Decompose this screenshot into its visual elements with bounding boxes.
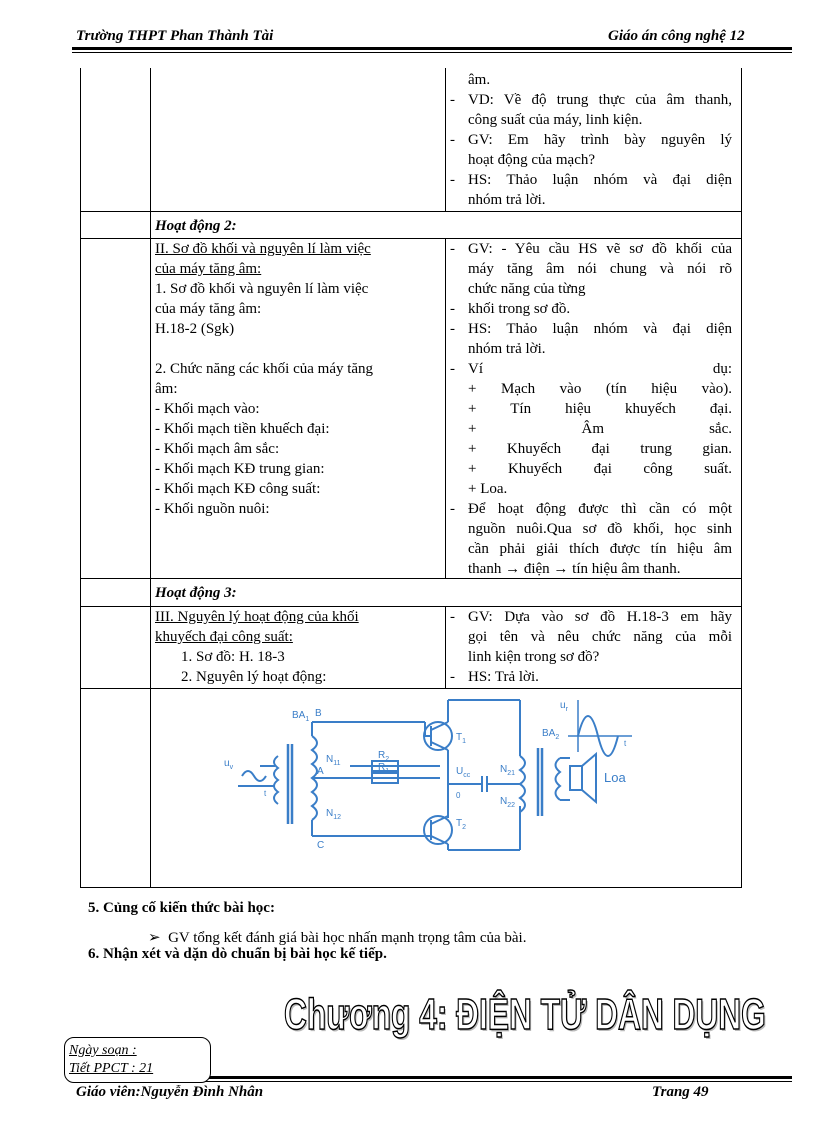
label-ucc: $U_{cc}$ xyxy=(456,766,471,779)
note-line: thanh → điện → tín hiệu âm thanh. xyxy=(468,561,681,577)
label-n11: $N_{11}$ xyxy=(326,754,341,767)
activity3-content xyxy=(155,607,440,687)
content-line: II. Sơ đồ khối và nguyên lí làm việc xyxy=(155,241,371,257)
note-line: VD: Về độ trung thực của âm thanh, xyxy=(468,92,732,108)
note-line: HS: Thảo luận nhóm và đại diện xyxy=(468,321,732,337)
ba1-primary-coil xyxy=(274,756,278,804)
note-line: HS: Thảo luận nhóm và đại diện xyxy=(468,172,732,188)
dash-bullet: - xyxy=(450,172,455,188)
content-line: khuyếch đại công suất: xyxy=(155,629,293,645)
content-line: 1. Sơ đồ: H. 18-3 xyxy=(181,649,285,665)
col-divider-2c xyxy=(445,606,446,688)
note-line: + Khuyếch đại trung gian. xyxy=(468,441,732,457)
ba2-secondary-coil xyxy=(556,758,561,800)
dash-bullet: - xyxy=(450,301,455,317)
speaker-icon xyxy=(570,766,582,790)
dash-bullet: - xyxy=(450,361,455,377)
label-n22: $N_{22}$ xyxy=(500,796,516,809)
label-n12: $N_{12}$ xyxy=(326,808,342,821)
header-subject: Giáo án công nghệ 12 xyxy=(608,28,745,44)
note-line: nguồn nuôi.Qua sơ đồ khối, học sinh xyxy=(468,521,732,537)
footer-teacher: Giáo viên:Nguyễn Đình Nhân xyxy=(76,1084,264,1100)
label-zero: 0 xyxy=(456,791,461,800)
content-line: 1. Sơ đồ khối và nguyên lí làm việc xyxy=(155,281,369,297)
content-line: - Khối mạch âm sắc: xyxy=(155,441,280,457)
row-line-5 xyxy=(81,688,741,689)
content-line xyxy=(155,339,440,359)
note-item xyxy=(448,319,732,359)
note-item xyxy=(448,499,732,579)
note-line: + Loa. xyxy=(468,481,508,497)
content-line: âm: xyxy=(155,381,178,397)
label-t-out: t xyxy=(624,739,627,748)
ba2-primary-coil xyxy=(520,756,525,812)
label-c: C xyxy=(317,840,325,851)
label-r1: $R_1$ xyxy=(378,762,390,775)
note-line: chức năng của từng xyxy=(468,281,586,297)
activity2-content xyxy=(155,239,440,519)
dash-bullet: - xyxy=(450,501,455,517)
note-line: + Âm sắc. xyxy=(468,421,732,437)
row-line-1 xyxy=(81,211,741,212)
label-ba2: $BA_2$ xyxy=(542,728,560,741)
date-box xyxy=(64,1037,211,1083)
dash-bullet: - xyxy=(450,92,455,108)
activity3-teaching-notes xyxy=(448,607,732,687)
note-line: GV: Em hãy trình bày nguyên lý xyxy=(468,132,732,148)
note-item xyxy=(448,667,732,687)
note-line: gọi tên và nêu chức năng của mỗi xyxy=(468,629,732,645)
note-line: hoạt động của mạch? xyxy=(468,152,596,168)
note-line: Ví dụ: xyxy=(468,361,732,377)
label-uv: $u_v$ xyxy=(224,758,234,771)
col-divider-2b xyxy=(445,238,446,578)
note-line: HS: Trả lời. xyxy=(468,669,539,685)
content-line: của máy tăng âm: xyxy=(155,301,262,317)
label-t2: $T_2$ xyxy=(456,818,467,831)
label-r2: $R_2$ xyxy=(378,750,390,763)
note-line: + Khuyếch đại công suất. xyxy=(468,461,732,477)
header-school: Trường THPT Phan Thành Tài xyxy=(76,28,274,44)
note-item xyxy=(448,359,732,499)
footer-page: Trang 49 xyxy=(652,1084,709,1100)
header-rule-thin xyxy=(72,52,792,53)
note-item xyxy=(448,70,732,90)
input-wave xyxy=(242,771,266,781)
content-line: của máy tăng âm: xyxy=(155,261,262,277)
note-item xyxy=(448,130,732,170)
label-ba1: $BA_1$ xyxy=(292,710,310,723)
chapter-title: Chương 4: ĐIỆN TỬ DÂN DỤNG xyxy=(284,990,766,1039)
note-line: linh kiện trong sơ đồ? xyxy=(468,649,600,665)
note-line: + Tín hiệu khuyếch đại. xyxy=(468,401,732,417)
note-item xyxy=(448,170,732,210)
note-item xyxy=(448,239,732,299)
note-line: nhóm trả lời. xyxy=(468,192,546,208)
content-line: 2. Chức năng các khối của máy tăng xyxy=(155,361,374,377)
note-line: công suất của máy, linh kiện. xyxy=(468,112,643,128)
note-line: GV: Dựa vào sơ đồ H.18-3 em hãy xyxy=(468,609,732,625)
section5-bullet-text: GV tổng kết đánh giá bài học nhấn mạnh trọng tâm của bài. xyxy=(168,930,527,946)
note-item xyxy=(448,90,732,130)
label-loa: Loa xyxy=(604,770,626,785)
label-n21: $N_{21}$ xyxy=(500,764,516,777)
dash-bullet: - xyxy=(450,669,455,685)
section6-title: 6. Nhận xét và dặn dò chuẩn bị bài học kế tiếp. xyxy=(88,946,387,962)
note-item xyxy=(448,607,732,667)
content-line: - Khối mạch KĐ trung gian: xyxy=(155,461,325,477)
label-t1: $T_1$ xyxy=(456,732,467,745)
note-line: GV: - Yêu cầu HS vẽ sơ đồ khối của xyxy=(468,241,732,257)
note-line: Để hoạt động được thì cần có một xyxy=(468,501,732,517)
note-item xyxy=(448,299,732,319)
arrow-bullet-icon: ➢ xyxy=(148,930,161,946)
note-line: khối trong sơ đồ. xyxy=(468,301,571,317)
section5-bullet xyxy=(148,928,526,947)
content-line: - Khối mạch KĐ công suất: xyxy=(155,481,321,497)
activity2-title: Hoạt động 2: xyxy=(155,218,237,234)
note-line: âm. xyxy=(468,72,491,88)
content-line: 2. Nguyên lý hoạt động: xyxy=(181,669,327,685)
period-label: Tiết PPCT : 21 xyxy=(69,1061,154,1076)
dash-bullet: - xyxy=(450,609,455,625)
label-ur: $u_r$ xyxy=(560,700,568,713)
note-line: + Mạch vào (tín hiệu vào). xyxy=(468,381,732,397)
label-b: B xyxy=(315,708,322,719)
row1-teaching-notes xyxy=(448,70,732,210)
content-line: H.18-2 (Sgk) xyxy=(155,321,235,337)
col-divider-1 xyxy=(150,68,151,887)
note-line: nhóm trả lời. xyxy=(468,341,546,357)
content-line: - Khối nguồn nuôi: xyxy=(155,501,270,517)
dash-bullet: - xyxy=(450,241,455,257)
content-line: - Khối mạch tiền khuếch đại: xyxy=(155,421,330,437)
col-divider-2a xyxy=(445,68,446,211)
activity3-title: Hoạt động 3: xyxy=(155,585,237,601)
note-line: máy tăng âm nói chung và nói rõ xyxy=(468,261,732,277)
section5-title: 5. Củng cố kiến thức bài học: xyxy=(88,900,275,916)
label-a: A xyxy=(317,766,324,777)
note-line: cần phải giải thích được tín hiệu âm xyxy=(468,541,732,557)
header-rule xyxy=(72,47,792,50)
power-amplifier-circuit xyxy=(220,696,640,856)
content-line: - Khối mạch vào: xyxy=(155,401,260,417)
activity2-teaching-notes xyxy=(448,239,732,579)
label-t-in: t xyxy=(264,789,267,798)
date-label: Ngày soạn : xyxy=(69,1043,137,1058)
dash-bullet: - xyxy=(450,321,455,337)
dash-bullet: - xyxy=(450,132,455,148)
content-line: III. Nguyên lý hoạt động của khối xyxy=(155,609,359,625)
